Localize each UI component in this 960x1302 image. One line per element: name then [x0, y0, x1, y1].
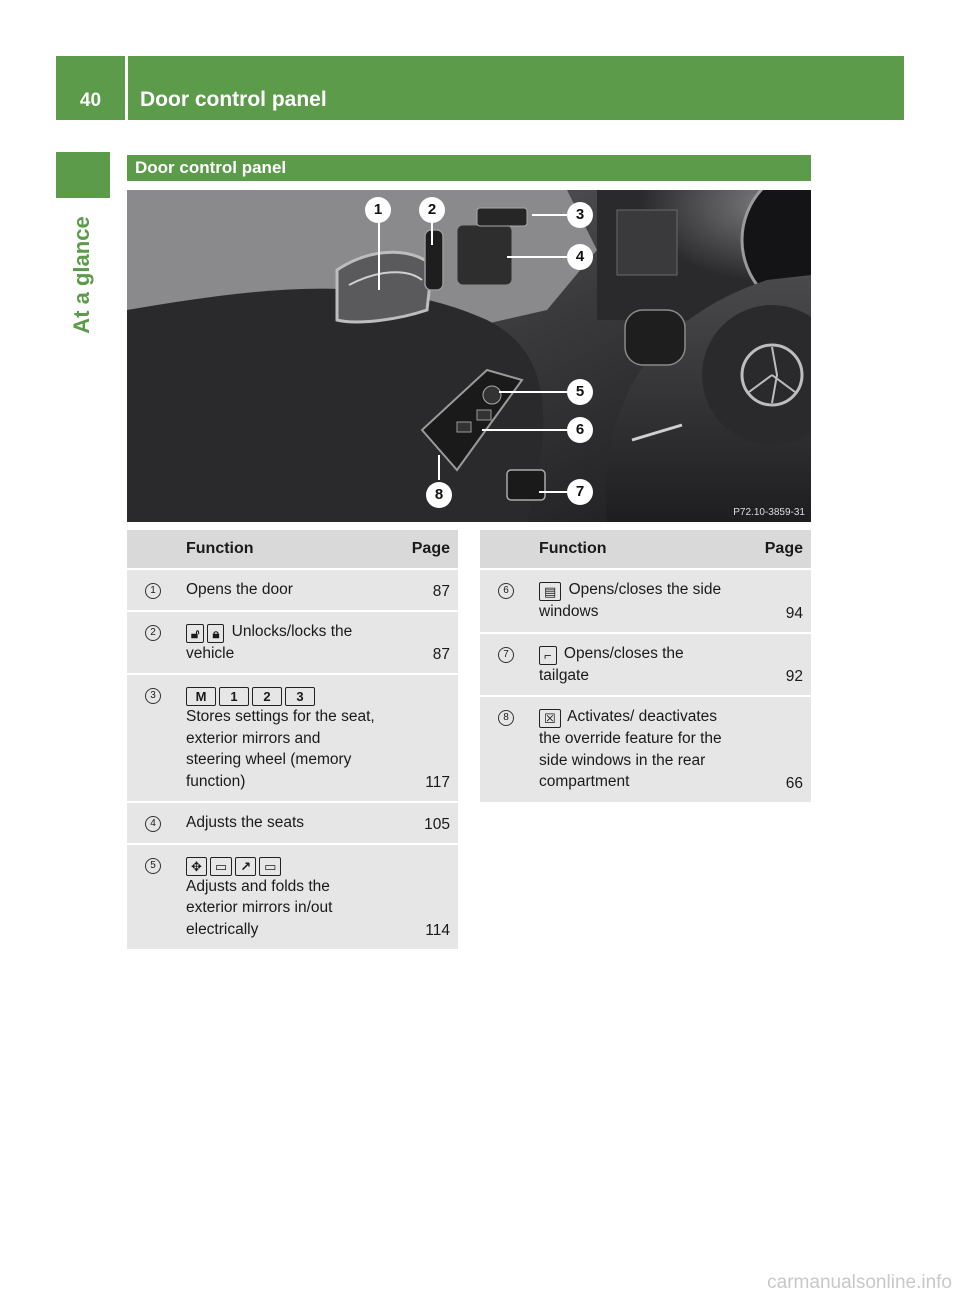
item-number: 6	[498, 583, 514, 599]
mirror-fold-icon: ▭	[259, 857, 281, 876]
table-row	[127, 674, 458, 802]
callout-7: 7	[567, 479, 593, 505]
function-text: Activates/ deactivates the override feature for the side windows in the rear compartment	[539, 708, 722, 790]
table-row	[127, 569, 458, 611]
memory-3-icon: 3	[285, 687, 315, 706]
function-table-left	[127, 530, 458, 949]
page-header	[56, 56, 904, 120]
lock-icon: 🔒︎	[207, 624, 224, 643]
page-ref: 105	[382, 802, 458, 844]
memory-1-icon: 1	[219, 687, 249, 706]
table-row	[480, 633, 811, 697]
photo-code: P72.10-3859-31	[733, 507, 805, 518]
mirror-adjust-icon: ✥	[186, 857, 207, 876]
header-number	[480, 530, 532, 569]
page-ref: 66	[735, 696, 811, 802]
item-number: 5	[145, 858, 161, 874]
mirror-left-icon: ▭	[210, 857, 232, 876]
item-number: 1	[145, 583, 161, 599]
callout-3: 3	[567, 202, 593, 228]
function-text: Stores settings for the seat, exterior mirrors and steering wheel (memory function)	[186, 708, 375, 790]
window-icon: ▤	[539, 582, 561, 601]
header-function: Function	[532, 530, 735, 569]
callout-4: 4	[567, 244, 593, 270]
table-row	[127, 611, 458, 675]
side-tab	[58, 200, 106, 350]
page-title: Door control panel	[140, 88, 327, 111]
memory-m-icon: M	[186, 687, 216, 706]
table-row	[127, 844, 458, 950]
item-number: 3	[145, 688, 161, 704]
section-heading	[127, 155, 811, 181]
table-row	[127, 802, 458, 844]
page-ref: 94	[735, 569, 811, 633]
function-text: Opens the door	[186, 581, 293, 598]
footer-watermark: carmanualsonline.info	[767, 1272, 952, 1293]
door-panel-photo	[127, 190, 811, 522]
memory-2-icon: 2	[252, 687, 282, 706]
page-ref: 87	[382, 611, 458, 675]
table-row	[480, 696, 811, 802]
callout-5: 5	[567, 379, 593, 405]
function-table-right	[480, 530, 811, 802]
item-number: 7	[498, 647, 514, 663]
mirror-right-icon: ↗	[235, 857, 256, 876]
side-tab-label: At a glance	[69, 216, 94, 334]
page-ref: 117	[382, 674, 458, 802]
header-divider	[125, 56, 128, 120]
unlock-icon: 🔓︎	[186, 624, 204, 643]
function-text: Opens/closes the tailgate	[539, 644, 684, 684]
tailgate-icon: ⌐	[539, 646, 557, 665]
page-ref: 87	[382, 569, 458, 611]
function-text: Adjusts and folds the exterior mirrors in/out electrically	[186, 877, 333, 938]
header-page: Page	[735, 530, 811, 569]
page-ref: 114	[382, 844, 458, 950]
item-number: 2	[145, 625, 161, 641]
header-function: Function	[179, 530, 382, 569]
callout-2: 2	[419, 197, 445, 223]
function-text: Opens/closes the side windows	[539, 581, 722, 620]
callout-6: 6	[567, 417, 593, 443]
side-tab-marker	[56, 152, 110, 198]
function-text: Adjusts the seats	[186, 814, 305, 831]
page-ref: 92	[735, 633, 811, 697]
section-title: Door control panel	[135, 158, 287, 177]
item-number: 8	[498, 710, 514, 726]
item-number: 4	[145, 816, 161, 832]
table-row	[480, 569, 811, 633]
callout-1: 1	[365, 197, 391, 223]
door-panel-illustration	[127, 190, 811, 522]
header-number	[127, 530, 179, 569]
window-override-icon: ☒	[539, 709, 561, 728]
callout-8: 8	[426, 482, 452, 508]
page-number: 40	[79, 90, 102, 111]
header-page: Page	[382, 530, 458, 569]
function-text: Unlocks/locks the vehicle	[186, 622, 353, 662]
